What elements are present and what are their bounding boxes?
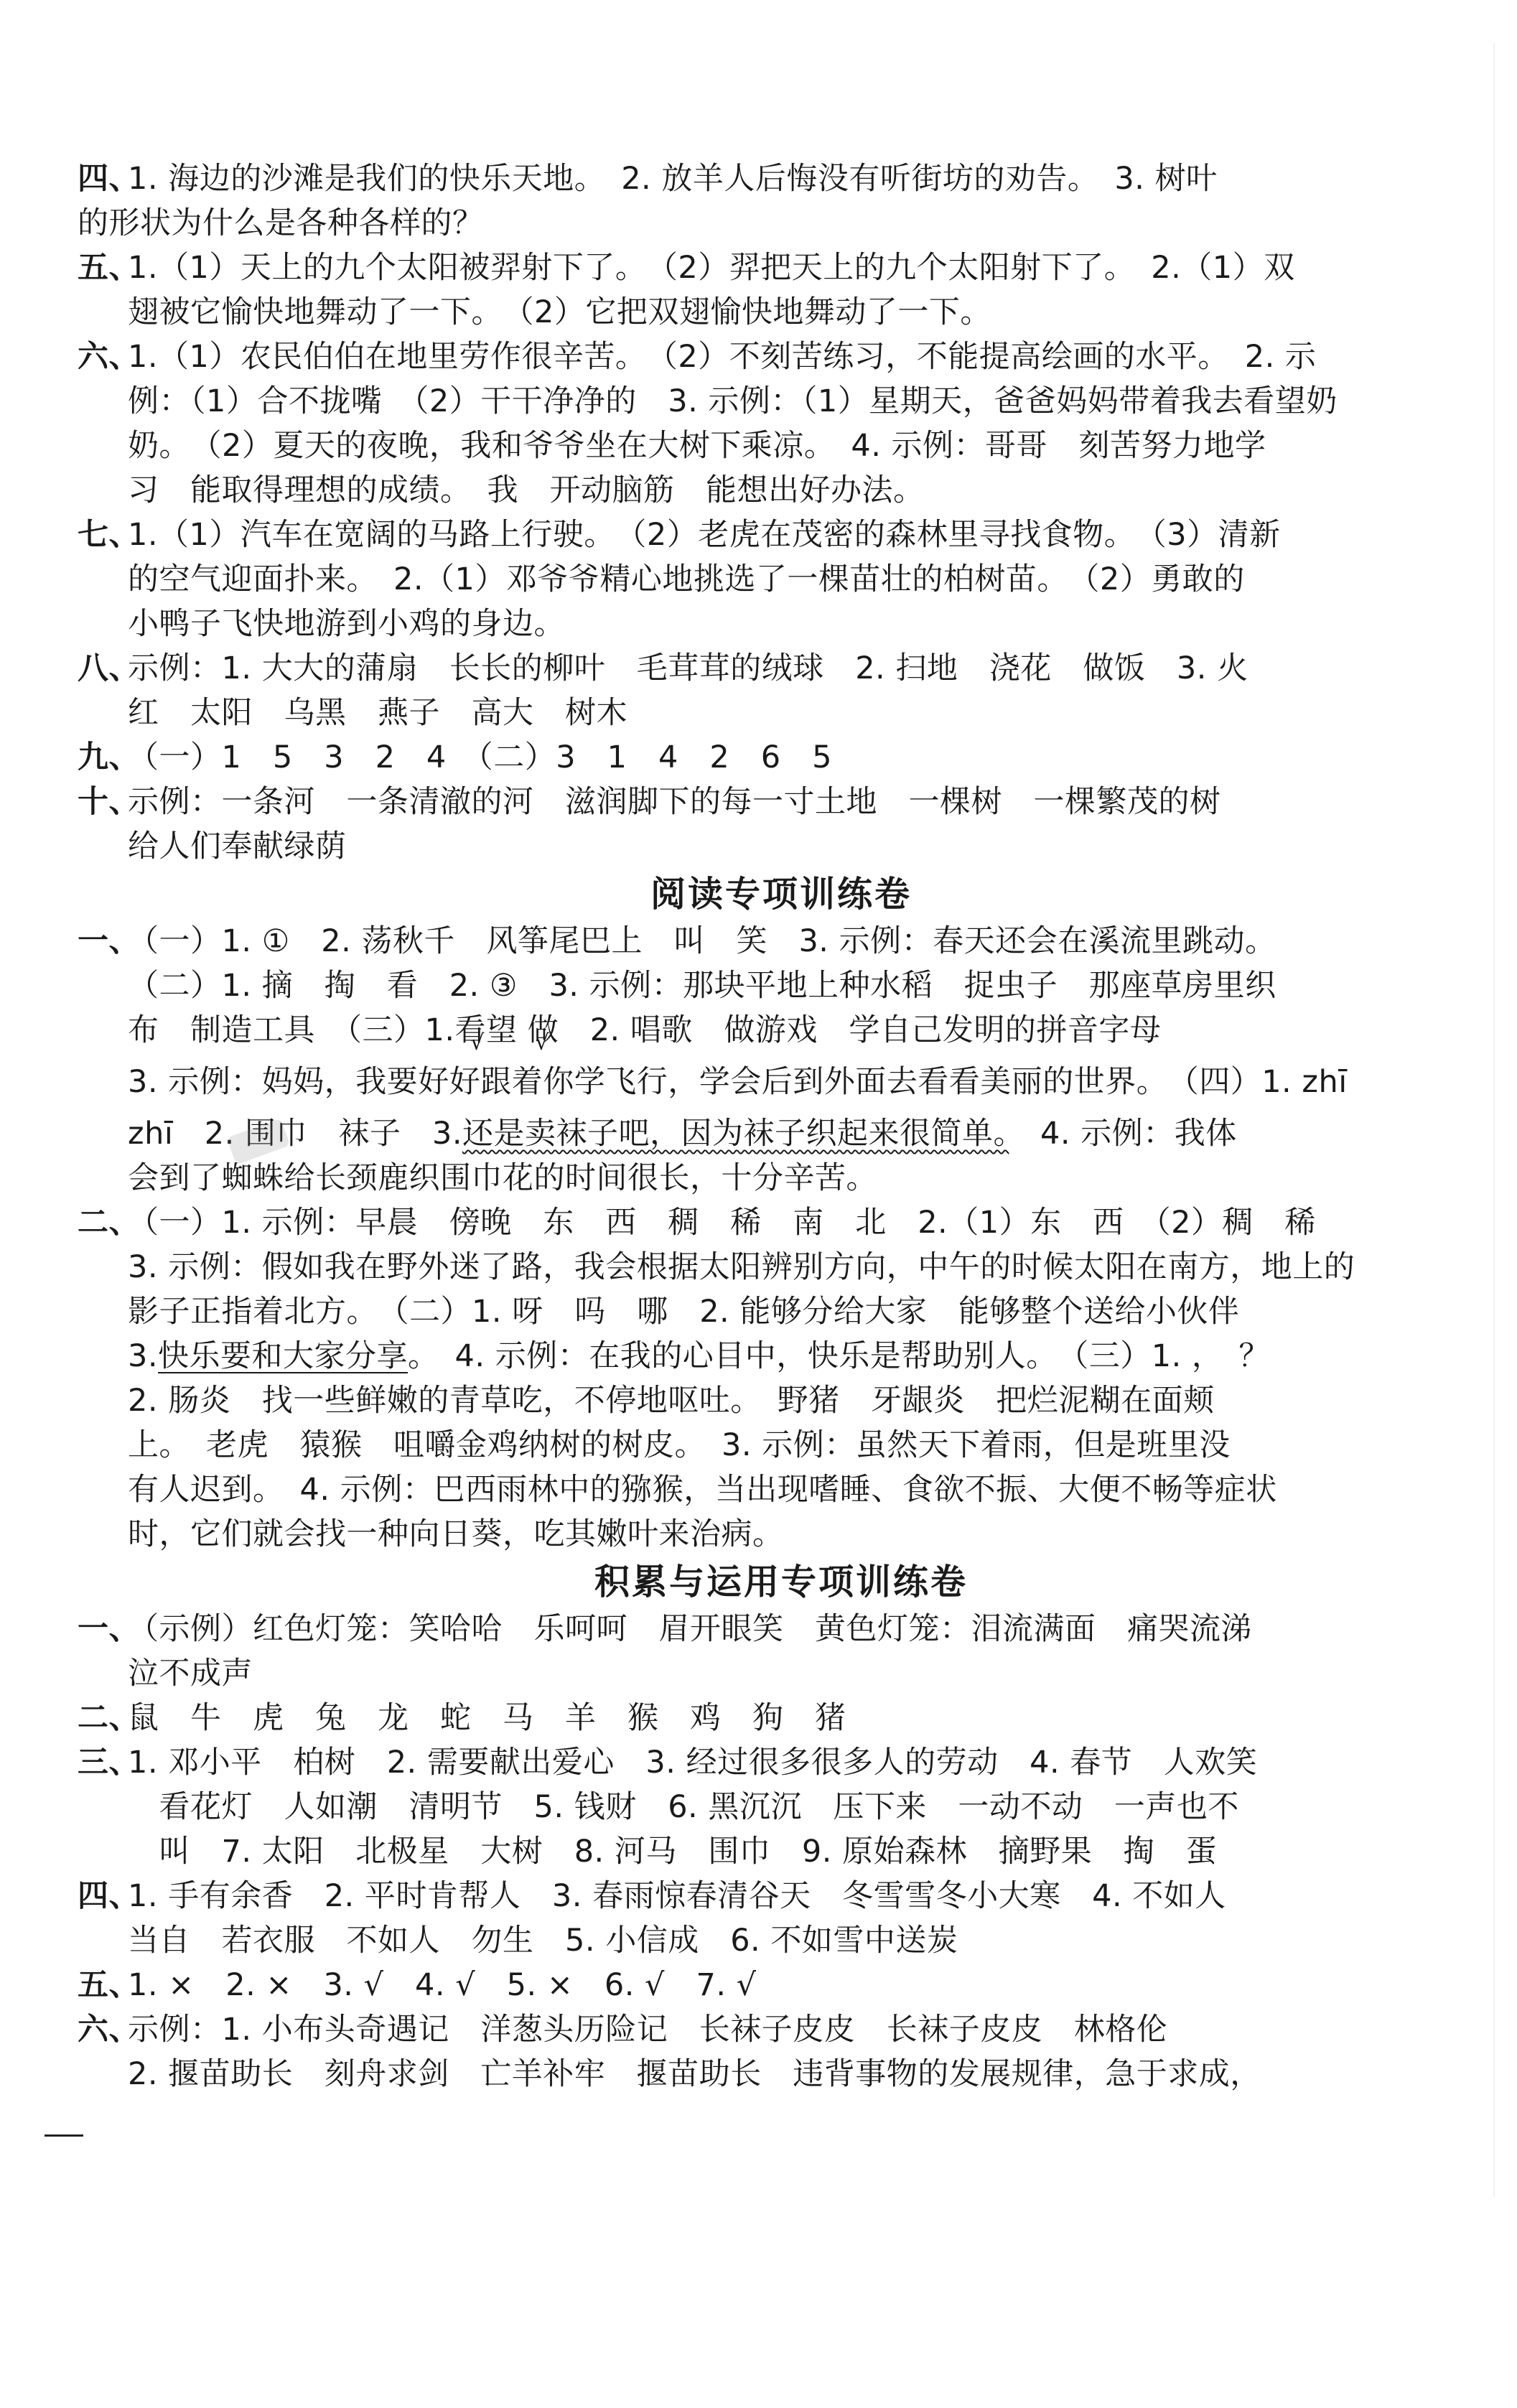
- text-line: （一）1. 示例：早晨 傍晚 东 西 稠 稀 南 北 2.（1）东 西 （2）稠 稀: [128, 1205, 1316, 1241]
- text-line: 的空气迎面扑来。 2.（1）邓爷爷精心地挑选了一棵苗壮的柏树苗。 （2）勇敢的: [128, 561, 1245, 597]
- section-reading: [78, 869, 1456, 1557]
- text-line: 的形状为什么是各种各样的？: [78, 205, 484, 241]
- text-line: 有人迟到。 4. 示例：巴西雨林中的猕猴，当出现嗜睡、食欲不振、大便不畅等症状: [128, 1472, 1277, 1508]
- block-label: 二、: [78, 1205, 140, 1241]
- reading-block-2: [78, 1200, 1456, 1557]
- block-6: [78, 335, 1456, 513]
- text-line: 2. 揠苗助长 刻舟求剑 亡羊补牢 揠苗助长 违背事物的发展规律，急于求成，: [128, 2056, 1261, 2092]
- acc-block-6: [78, 2007, 1456, 2096]
- block-7: [78, 513, 1456, 646]
- text-line: 1.（1）汽车在宽阔的马路上行驶。 （2）老虎在茂密的森林里寻找食物。 （3）清新: [128, 517, 1281, 553]
- answer-content: [78, 157, 1456, 2096]
- text-line: 2. 肠炎 找一些鲜嫩的青草吃，不停地呕吐。 野猪 牙龈炎 把烂泥糊在面颊: [128, 1383, 1215, 1419]
- text-line: 影子正指着北方。 （二）1. 呀 吗 哪 2. 能够分给大家 能够整个送给小伙伴: [128, 1294, 1240, 1330]
- text-line: 当自 若衣服 不如人 勿生 5. 小信成 6. 不如雪中送炭: [128, 1923, 958, 1959]
- text-line: [128, 1334, 1456, 1378]
- text-line: 示例：1. 小布头奇遇记 洋葱头历险记 长袜子皮皮 长袜子皮皮 林格伦: [128, 2012, 1168, 2048]
- block-label: 六、: [78, 339, 140, 375]
- text-line: [128, 1111, 1456, 1156]
- acc-block-2: [78, 1696, 1456, 1740]
- block-8: [78, 646, 1456, 735]
- text-line: 习 能取得理想的成绩。 我 开动脑筋 能想出好办法。: [128, 472, 925, 508]
- text-line: 1.（1）天上的九个太阳被羿射下了。 （2）羿把天上的九个太阳射下了。 2.（1）双: [128, 250, 1295, 286]
- text-line: （二）1. 摘 掏 看 2. ③ 3. 示例：那块平地上种水稻 捉虫子 那座草房里织: [128, 968, 1276, 1004]
- text-line: （示例）红色灯笼：笑哈哈 乐呵呵 眉开眼笑 黄色灯笼：泪流满面 痛哭流涕: [128, 1611, 1252, 1647]
- acc-block-3: [78, 1740, 1456, 1874]
- acc-block-5: [78, 1963, 1456, 2007]
- text-line: 翅被它愉快地舞动了一下。 （2）它把双翅愉快地舞动了一下。: [128, 294, 991, 330]
- block-label: 九、: [78, 739, 140, 775]
- block-label: 七、: [78, 517, 140, 553]
- block-label: 十、: [78, 784, 140, 820]
- text-line: 上。 老虎 猿猴 咀嚼金鸡纳树的树皮。 3. 示例：虽然天下着雨，但是班里没: [128, 1427, 1231, 1463]
- acc-block-4: [78, 1874, 1456, 1963]
- block-5: [78, 246, 1456, 335]
- text-run: 布 制造工具 （三）1.: [128, 1012, 455, 1048]
- block-10: [78, 780, 1456, 869]
- section-heading: 积累与运用专项训练卷: [594, 1561, 968, 1602]
- text-line: 给人们奉献绿荫: [128, 829, 347, 864]
- text-line: 奶。 （2）夏天的夜晚，我和爷爷坐在大树下乘凉。 4. 示例：哥哥 刻苦努力地学: [128, 428, 1266, 464]
- text-run: 3.: [128, 1338, 159, 1374]
- text-run: 2. 唱歌 做游戏 学自己发明的拼音字母: [559, 1012, 1162, 1048]
- wavy-underlined-answer: 还是卖袜子吧，因为袜子织起来很简单。: [462, 1116, 1009, 1152]
- text-line: （一）1. ① 2. 荡秋千 风筝尾巴上 叫 笑 3. 示例：春天还会在溪流里跳动。: [128, 923, 1276, 959]
- block-label: 一、: [78, 1611, 140, 1647]
- text-line: 看花灯 人如潮 清明节 5. 钱财 6. 黑沉沉 压下来 一动不动 一声也不: [128, 1789, 1239, 1825]
- text-run: zhī 2. 围巾 袜子 3.: [128, 1116, 462, 1152]
- text-line: 叫 7. 太阳 北极星 大树 8. 河马 围巾 9. 原始森林 摘野果 掏 蛋: [128, 1834, 1218, 1870]
- text-line: 1. 手有余香 2. 平时肯帮人 3. 春雨惊春清谷天 冬雪雪冬小大寒 4. 不如人: [128, 1878, 1226, 1914]
- block-label: 三、: [78, 1745, 140, 1781]
- text-line: 会到了蜘蛛给长颈鹿织围巾花的时间很长，十分辛苦。: [128, 1160, 877, 1196]
- acc-block-1: [78, 1607, 1456, 1696]
- text-line: 红 太阳 乌黑 燕子 高大 树木: [128, 695, 627, 731]
- footer-rule: [45, 2134, 83, 2137]
- text-line: 示例：1. 大大的蒲扇 长长的柳叶 毛茸茸的绒球 2. 扫地 浇花 做饭 3. 火: [128, 650, 1248, 686]
- reading-block-1: [78, 919, 1456, 1200]
- block-label: 五、: [78, 250, 140, 286]
- text-line: 示例：一条河 一条清澈的河 滋润脚下的每一寸土地 一棵树 一棵繁茂的树: [128, 784, 1221, 820]
- text-line: 泣不成声: [128, 1656, 253, 1691]
- text-line: 3. 示例：妈妈，我要好好跟着你学飞行，学会后到外面去看看美丽的世界。 （四）1. zhī: [128, 1064, 1348, 1100]
- text-run: 。 4. 示例：在我的心目中，快乐是帮助别人。 （三）1. ， ？: [408, 1338, 1270, 1374]
- block-label: 四、: [78, 161, 140, 197]
- text-line: 小鸭子飞快地游到小鸡的身边。: [128, 606, 565, 642]
- block-4: [78, 157, 1456, 246]
- text-line: 1. 海边的沙滩是我们的快乐天地。 2. 放羊人后悔没有听街坊的劝告。 3. 树叶: [128, 161, 1218, 197]
- text-line: 时，它们就会找一种向日葵，吃其嫩叶来治病。: [128, 1516, 784, 1552]
- checked-answer: 看望 √: [455, 1008, 518, 1053]
- block-label: 一、: [78, 923, 140, 959]
- checked-answer: 做 √: [528, 1008, 559, 1053]
- text-line: 1.（1）农民伯伯在地里劳作很辛苦。 （2）不刻苦练习，不能提高绘画的水平。 2. 示: [128, 339, 1317, 375]
- text-line: 1. 邓小平 柏树 2. 需要献出爱心 3. 经过很多很多人的劳动 4. 春节 人欢笑: [128, 1745, 1258, 1781]
- text-line: 例：（1）合不拢嘴 （2）干干净净的 3. 示例：（1）星期天，爸爸妈妈带着我去看望奶: [128, 383, 1338, 419]
- block-label: 六、: [78, 2012, 140, 2048]
- block-label: 八、: [78, 650, 140, 686]
- section-accumulation: [78, 1557, 1456, 2096]
- underlined-answer: 快乐要和大家分享: [158, 1338, 409, 1374]
- block-9: [78, 735, 1456, 780]
- text-line: 1. × 2. × 3. √ 4. √ 5. × 6. √ 7. √: [128, 1967, 757, 2003]
- block-label: 二、: [78, 1700, 140, 1736]
- text-line: 3. 示例：假如我在野外迷了路，我会根据太阳辨别方向，中午的时候太阳在南方，地上的: [128, 1249, 1355, 1285]
- text-run: 4. 示例：我体: [1009, 1116, 1237, 1152]
- text-line: [128, 1008, 1456, 1053]
- section-part1: [78, 157, 1456, 869]
- block-label: 四、: [78, 1878, 140, 1914]
- text-run: [518, 1012, 528, 1048]
- section-heading: 阅读专项训练卷: [650, 873, 912, 915]
- text-line: 鼠 牛 虎 兔 龙 蛇 马 羊 猴 鸡 狗 猪: [128, 1700, 846, 1736]
- page-edge-line: [1493, 43, 1495, 2197]
- text-line: （一）1 5 3 2 4 （二）3 1 4 2 6 5: [128, 739, 832, 775]
- block-label: 五、: [78, 1967, 140, 2003]
